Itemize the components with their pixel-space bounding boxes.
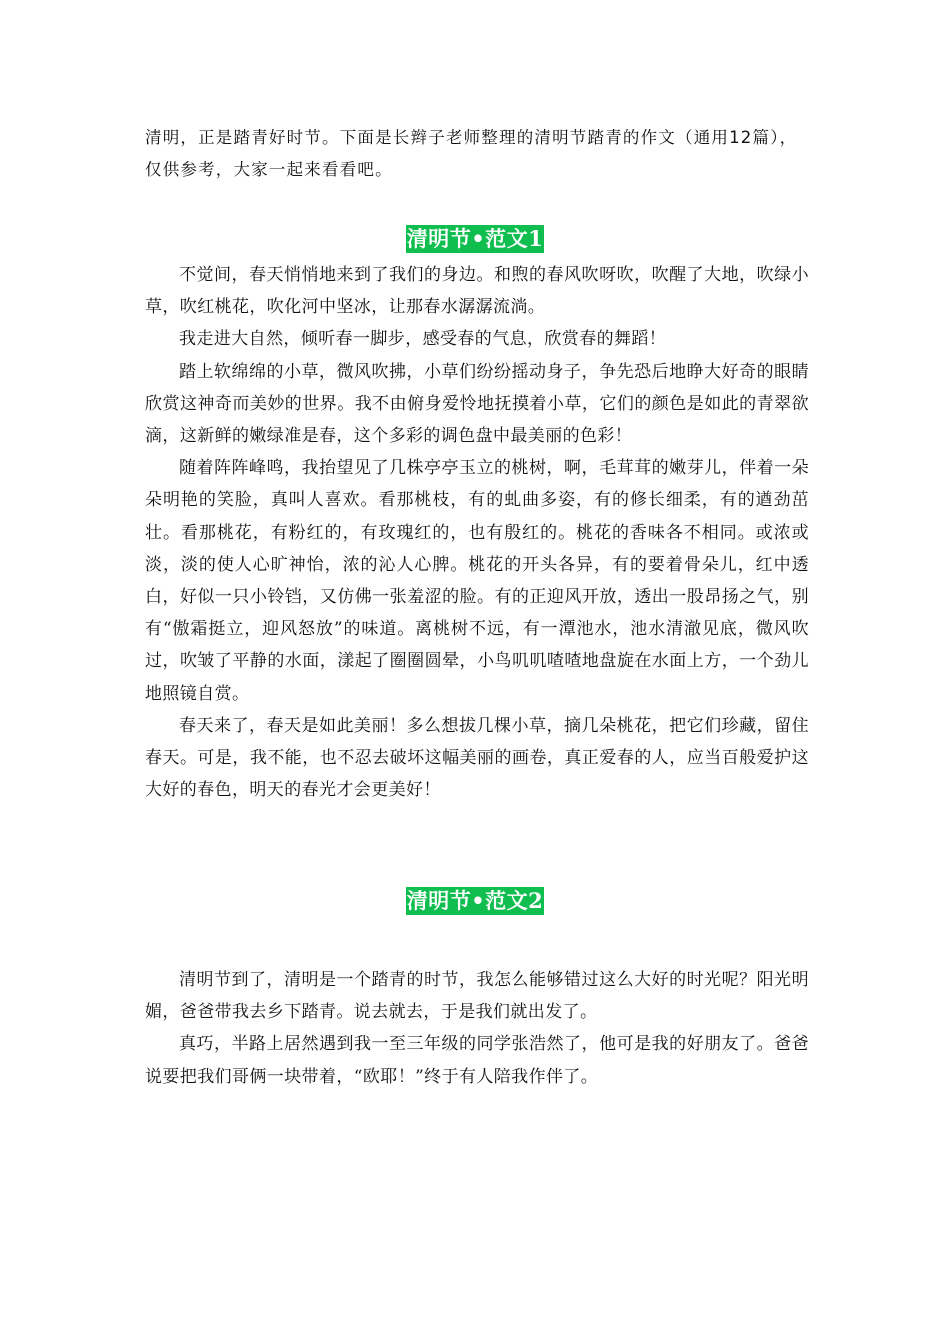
section-2-paragraph-2: 真巧，半路上居然遇到我一至三年级的同学张浩然了，他可是我的好朋友了。爸爸说要把我们哥俩一块带着，“欧耶！”终于有人陪我作伴了。 xyxy=(145,1034,809,1087)
section-1-paragraph-1: 不觉间，春天悄悄地来到了我们的身边。和煦的春风吹呀吹，吹醒了大地，吹绿小草，吹红桃花，吹化河中坚冰，让那春水潺潺流淌。 xyxy=(145,265,809,318)
section-1-paragraph-3: 踏上软绵绵的小草，微风吹拂，小草们纷纷摇动身子，争先恐后地睁大好奇的眼睛欣赏这神奇而美妙的世界。我不由俯身爱怜地抚摸着小草，它们的颜色是如此的青翠欲滴，这新鲜的嫩绿准是春，这个多彩的调色盘中最美丽的色彩！ xyxy=(145,361,809,447)
section-2-paragraph-1: 清明节到了，清明是一个踏青的时节，我怎么能够错过这么大好的时光呢？阳光明媚，爸爸带我去乡下踏青。说去就去，于是我们就出发了。 xyxy=(145,970,809,1023)
section-1-paragraph-4: 随着阵阵峰鸣，我抬望见了几株亭亭玉立的桃树，啊，毛茸茸的嫩芽儿，伴着一朵朵明艳的笑脸，真叫人喜欢。看那桃枝，有的虬曲多姿，有的修长细柔，有的遒劲茁壮。看那桃花，有粉红的，有玫瑰红的，也有殷红的。桃花的香味各不相同。或浓或淡，淡的使人心旷神怡，浓的沁人心脾。桃花的开头各异，有的要着骨朵儿，红中透白，好似一只小铃铛，又仿佛一张羞涩的脸。有的正迎风开放，透出一股昂扬之气，别有“傲霜挺立，迎风怒放”的味道。离桃树不远，有一潭池水，池水清澈见底，微风吹过，吹皱了平静的水面，漾起了圈圈圆晕，小鸟叽叽喳喳地盘旋在水面上方，一个劲儿地照镜自赏。 xyxy=(145,458,809,704)
section-1-body xyxy=(145,259,809,806)
section-title-2-highlight: 清明节•范文2 xyxy=(406,888,544,913)
section-title-1-highlight: 清明节•范文1 xyxy=(406,226,544,251)
section-2-body xyxy=(145,964,809,1093)
intro-paragraph: 清明，正是踏青好时节。下面是长辫子老师整理的清明节踏青的作文（通用12篇），仅供参考，大家一起来看看吧。 xyxy=(145,128,798,179)
section-title-2 xyxy=(0,887,950,915)
section-1-paragraph-5: 春天来了，春天是如此美丽！多么想拔几棵小草，摘几朵桃花，把它们珍藏，留住春天。可是，我不能，也不忍去破坏这幅美丽的画卷，真正爱春的人，应当百般爱护这大好的春色，明天的春光才会更美好！ xyxy=(145,715,809,801)
section-1-paragraph-2: 我走进大自然，倾听春一脚步，感受春的气息，欣赏春的舞蹈！ xyxy=(179,329,667,350)
section-title-1 xyxy=(0,225,950,253)
